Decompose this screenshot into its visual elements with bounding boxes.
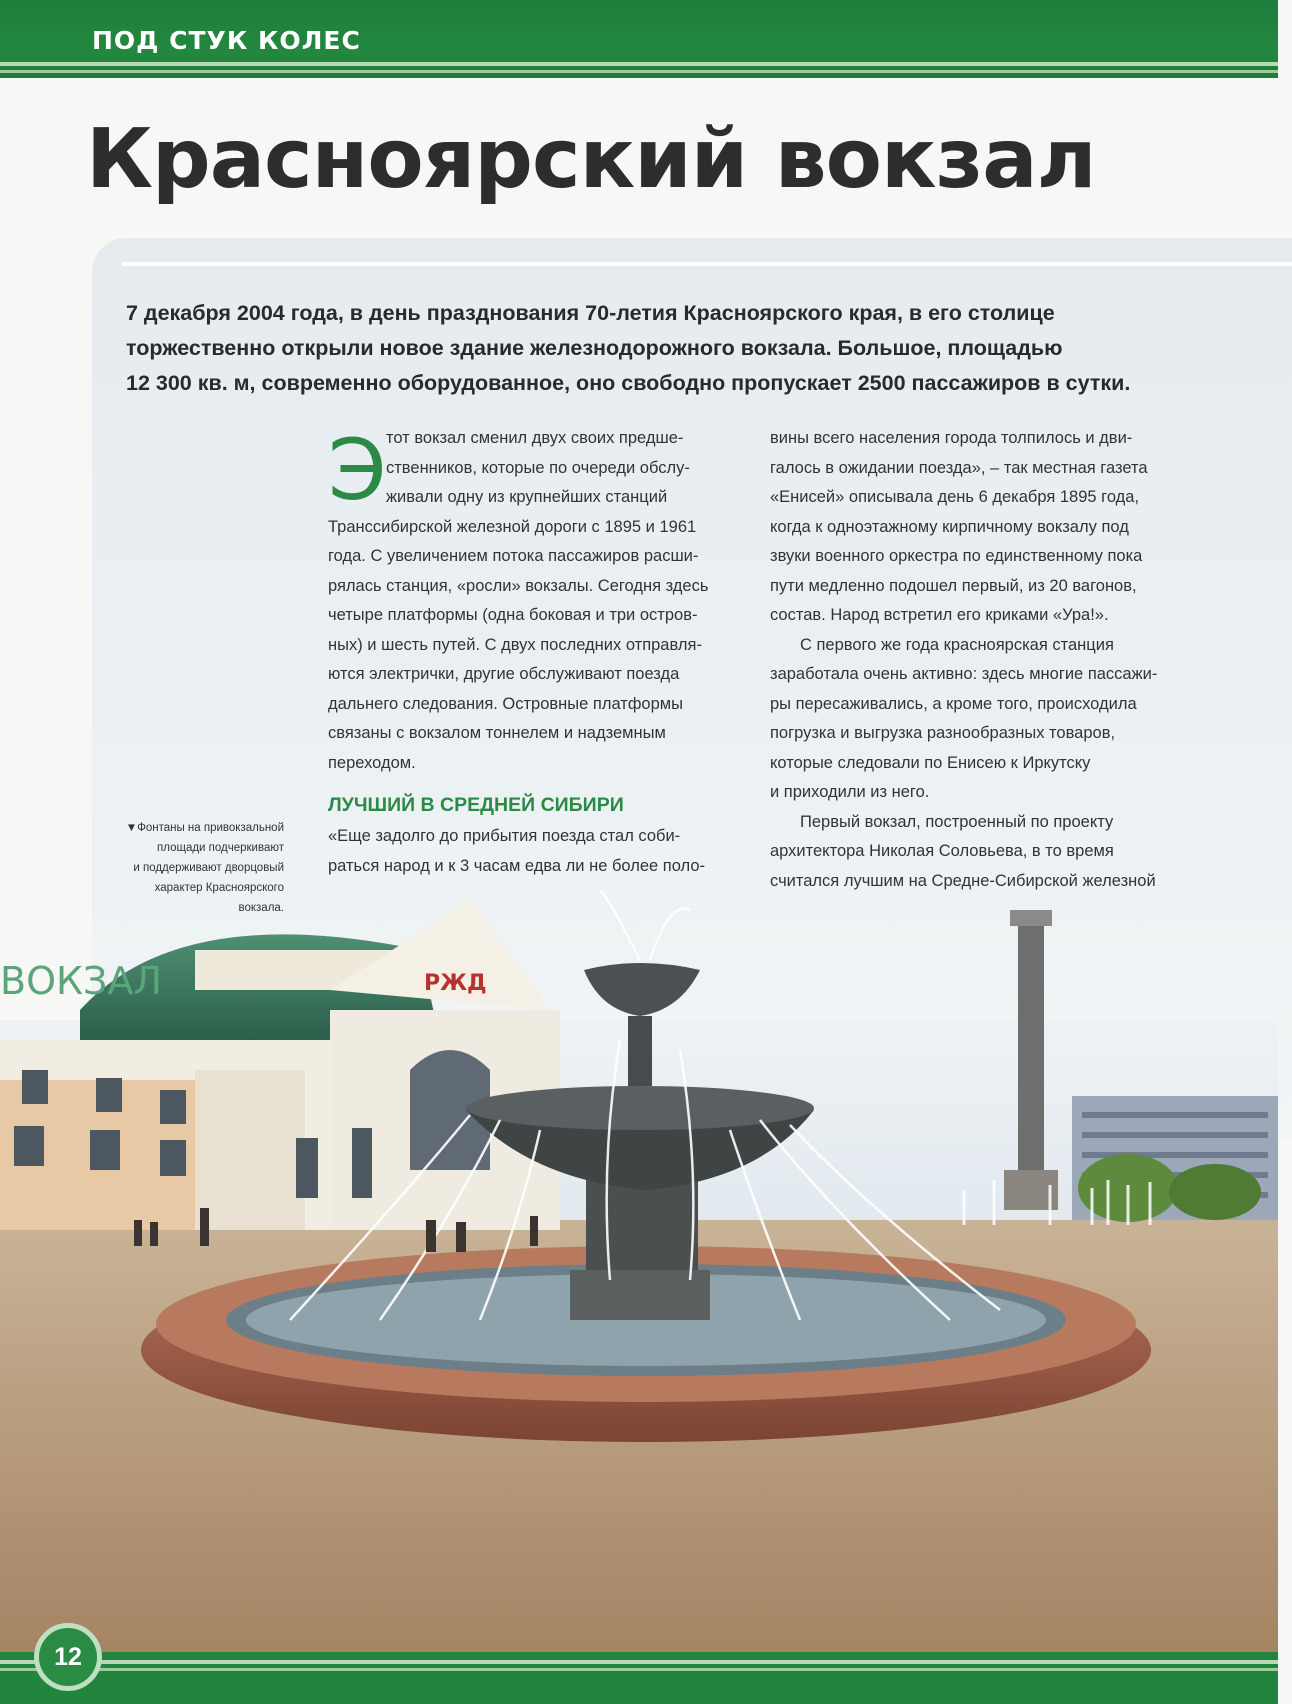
section-label: ПОД СТУК КОЛЕС [92,26,361,55]
lead-line: 7 декабря 2004 года, в день празднования 70-летия Красноярского края, в его столице [126,301,1055,325]
text-line: тот вокзал сменил двух своих предше- [386,429,684,447]
lead-line: торжественно открыли новое здание железнодорожного вокзала. Большое, площадью [126,336,1063,360]
station-photo-illustration [0,959,1278,1652]
triangle-down-icon: ▼ [125,822,138,834]
text-line: состав. Народ встретил его криками «Ура!». [770,606,1109,624]
text-line: галось в ожидании поезда», – так местная газета [770,458,1148,477]
text-line: звуки военного оркестра по единственному пока [770,547,1143,565]
text-line: дальнего следования. Островные платформы [328,694,683,713]
page-number: 12 [34,1623,102,1691]
text-line: переходом. [328,753,416,772]
text-line: когда к одноэтажному кирпичному вокзалу под [770,517,1129,536]
text-line: которые следовали по Енисею к Иркутску [770,753,1091,772]
article-subheading: ЛУЧШИЙ В СРЕДНЕЙ СИБИРИ [328,794,624,816]
caption-line: характер Красноярского вокзала. [154,882,284,914]
text-line: Транссибирской железной дороги с 1895 и 1961 [328,517,697,536]
header-gap [0,78,1278,86]
text-line: раться народ и к 3 часам едва ли не более поло- [328,856,706,875]
text-line: заработала очень активно: здесь многие пассажи- [770,665,1158,683]
dropcap-letter: Э [328,421,387,519]
panel-rule [122,262,1292,266]
text-line: года. С увеличением потока пассажиров расши- [328,547,699,565]
text-line: вины всего населения города толпилось и дви- [770,429,1133,447]
article-column-1 [328,421,748,881]
footer-stripe-thin [0,1668,1278,1671]
text-line: ственников, которые по очереди обслу- [386,458,690,477]
text-line: живали одну из крупнейших станций [386,488,668,506]
text-line: пути медленно подошел первый, из 20 вагонов, [770,576,1137,595]
header-stripe-thin [0,70,1278,73]
text-line: ются электрички, другие обслуживают поезда [328,665,680,683]
caption-line: ▼Фонтаны на привокзальной [125,822,284,834]
footer-bar [0,1652,1278,1704]
article-column-2 [770,424,1210,896]
station-sign: ВОКЗАЛ [0,959,162,1003]
text-line: «Еще задолго до прибытия поезда стал соби- [328,827,681,845]
text-line: С первого же года красноярская станция [800,635,1114,654]
text-line: архитектора Николая Соловьева, в то время [770,842,1114,860]
text-line: считался лучшим на Средне-Сибирской железной [770,871,1156,890]
text-line: ных) и шесть путей. С двух последних отправля- [328,635,702,654]
text-line: ры пересаживались, а кроме того, происходила [770,694,1137,713]
page-title: Красноярский вокзал [86,112,1096,207]
text-line: «Енисей» описывала день 6 декабря 1895 года, [770,488,1140,506]
text-line: связаны с вокзалом тоннелем и надземным [328,724,666,742]
footer-stripe [0,1660,1278,1664]
text-line: четыре платформы (одна боковая и три остров- [328,606,698,624]
photo-caption [110,818,284,918]
text-line: и приходили из него. [770,783,930,801]
lead-line: 12 300 кв. м, современно оборудованное, оно свободно пропускает 2500 пассажиров в сутки. [126,371,1131,395]
text-line: погрузка и выгрузка разнообразных товаров, [770,724,1116,742]
caption-line: и поддерживают дворцовый [133,862,284,874]
text-line: рялась станция, «росли» вокзалы. Сегодня здесь [328,576,709,595]
header-stripe [0,62,1278,66]
rzd-logo: РЖД [424,971,487,996]
lead-paragraph [126,296,1206,401]
station-photo [0,959,1278,1652]
caption-line: площади подчеркивают [157,842,284,854]
text-line: Первый вокзал, построенный по проекту [800,812,1114,831]
